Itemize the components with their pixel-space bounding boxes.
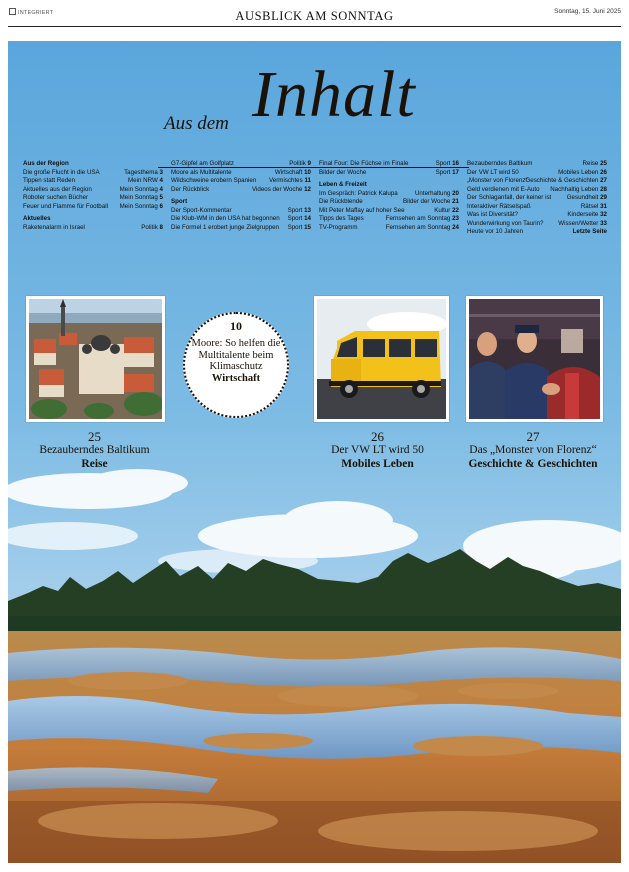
toc-entry-ref xyxy=(436,169,459,178)
toc-entry[interactable] xyxy=(171,215,311,224)
toc-entry-ref xyxy=(550,186,607,195)
toc-entry-page: 6 xyxy=(159,202,163,210)
toc-entry[interactable] xyxy=(171,177,311,186)
toc-entry-page: 4 xyxy=(159,177,163,184)
baltikum-caption xyxy=(28,430,161,471)
toc-column-3 xyxy=(319,160,459,232)
toc-entry-title: TV-Programm xyxy=(319,223,358,231)
toc-entry-section: Kultur xyxy=(434,206,451,214)
toc-entry-section: Mein Sonntag xyxy=(119,202,158,210)
toc-entry-ref xyxy=(386,215,459,224)
toc-entry-section: Sport xyxy=(287,206,303,214)
toc-entry-ref xyxy=(120,203,163,212)
section-title: AUSBLICK AM SONNTAG xyxy=(235,9,394,23)
moore-teaser-badge[interactable] xyxy=(183,312,289,418)
toc-entry-section: Tagesthema xyxy=(124,168,158,176)
toc-entry-ref xyxy=(141,224,163,233)
issue-date: Sonntag, 15. Juni 2025 xyxy=(554,8,621,15)
toc-entry-ref xyxy=(252,186,311,195)
toc-entry[interactable] xyxy=(319,190,459,199)
toc-entry[interactable] xyxy=(23,194,163,203)
toc-entry[interactable] xyxy=(467,186,607,195)
toc-entry-ref xyxy=(275,169,311,178)
toc-entry-title: Was ist Diversität? xyxy=(467,211,518,218)
moore-headline: Moore: So helfen die Multitalente beim Klimaschutz xyxy=(191,338,281,372)
toc-column-4 xyxy=(467,160,607,237)
toc-entry-page: 21 xyxy=(452,198,459,205)
toc-entry-title: Die Rückblende xyxy=(319,198,363,205)
toc-entry-section: Sport xyxy=(435,168,451,176)
toc-entry[interactable] xyxy=(171,207,311,216)
toc-entry[interactable] xyxy=(319,207,459,216)
toc-entry-page: 24 xyxy=(452,223,459,231)
toc-entry-title: Die große Flucht in die USA xyxy=(23,168,100,176)
toc-entry-section: Fernsehen am Sonntag xyxy=(385,215,451,222)
toc-entry-ref xyxy=(288,224,311,233)
toc-entry-section: Sport xyxy=(435,160,451,167)
toc-entry-section: Geschichte & Geschichten xyxy=(525,177,599,184)
toc-entry-ref xyxy=(128,177,163,186)
toc-section-heading: Sport xyxy=(171,198,188,205)
toc-entry-ref xyxy=(403,198,459,207)
toc-entry-page: 15 xyxy=(304,223,311,231)
header-left-label: INTEGRIERT xyxy=(18,10,54,16)
toc-entry-title: Bezauberndes Baltikum xyxy=(467,160,533,167)
toc-entry-page: 16 xyxy=(452,160,459,167)
monster-florenz-caption xyxy=(458,430,608,471)
toc-entry-title: Raketenalarm in Israel xyxy=(23,223,85,231)
moore-category: Wirtschaft xyxy=(211,372,261,384)
toc-entry-title: Tippen statt Reden xyxy=(23,177,76,184)
vw-lt-photo[interactable] xyxy=(314,296,449,422)
toc-entry-page: 10 xyxy=(304,168,311,176)
toc-entry-page: 11 xyxy=(304,177,311,184)
toc-entry-title: Der Rückblick xyxy=(171,185,210,193)
toc-entry[interactable] xyxy=(467,177,607,186)
vw-lt-category: Mobiles Leben xyxy=(341,458,414,470)
toc-entry-page: 28 xyxy=(600,185,607,193)
toc-entry-section: Fernsehen am Sonntag xyxy=(385,223,451,231)
toc-entry-section: Kinderseite xyxy=(567,211,599,218)
toc-entry-page: 5 xyxy=(159,194,163,201)
monster-florenz-page: 27 xyxy=(526,429,540,444)
toc-entry-title: Geld verdienen mit E-Auto xyxy=(467,185,540,193)
baltikum-page: 25 xyxy=(88,429,101,444)
toc-entry-section: Mobiles Leben xyxy=(558,168,599,176)
toc-entry[interactable] xyxy=(319,198,459,207)
toc-entry[interactable] xyxy=(467,211,607,220)
toc-entry-section: Wissen/Wetter xyxy=(558,219,599,227)
monster-florenz-photo[interactable] xyxy=(466,296,603,422)
toc-entry-title: „Monster von Florenz“ xyxy=(467,177,528,184)
toc-entry-title: Mit Peter Maffay auf hoher See xyxy=(319,206,405,214)
vw-lt-caption xyxy=(310,430,445,471)
toc-entry-ref xyxy=(288,215,311,224)
monster-florenz-headline: Das „Monster von Florenz“ xyxy=(469,444,597,456)
toc-entry-title: Feuer und Flamme für Football xyxy=(23,202,108,210)
page-header xyxy=(0,0,629,30)
toc-entry-page: 25 xyxy=(600,160,607,167)
toc-entry-ref xyxy=(525,177,607,186)
toc-entry-title: Bilder der Woche xyxy=(319,168,367,176)
toc-entry-section: Gesundheit xyxy=(566,194,599,201)
toc-entry-ref xyxy=(567,194,607,203)
toc-entry-ref xyxy=(289,160,311,169)
toc-entry[interactable] xyxy=(23,186,163,195)
toc-entry-ref xyxy=(583,160,607,169)
toc-entry-title: Der VW LT wird 50 xyxy=(467,168,519,176)
toc-entry[interactable] xyxy=(23,224,163,233)
toc-entry-title: Tipps des Tages xyxy=(319,215,364,222)
toc-entry[interactable] xyxy=(467,220,607,229)
toc-entry-section: Mein Sonntag xyxy=(119,185,158,193)
toc-entry-ref xyxy=(573,228,607,237)
moore-page: 10 xyxy=(230,319,242,333)
toc-entry-ref xyxy=(558,220,607,229)
toc-entry-section: Nachhaltig Leben xyxy=(550,185,599,193)
toc-entry[interactable] xyxy=(319,224,459,233)
toc-entry-title: Der Schlaganfall, der keiner ist xyxy=(467,194,552,201)
toc-entry-section: Wirtschaft xyxy=(274,168,303,176)
toc-section-heading: Leben & Freizeit xyxy=(319,181,367,188)
toc-entry-ref xyxy=(415,190,459,199)
toc-entry-ref xyxy=(288,207,311,216)
toc-entry-title: Aktuelles aus der Region xyxy=(23,185,92,193)
toc-entry[interactable] xyxy=(319,169,459,178)
toc-entry-ref xyxy=(434,207,459,216)
toc-entry-page: 27 xyxy=(600,177,607,184)
toc-entry-title: G7-Gipfel am Golfplatz xyxy=(171,160,234,167)
toc-entry[interactable] xyxy=(171,186,311,195)
toc-entry-title: Wunderwirkung von Taurin? xyxy=(467,219,544,227)
header-rule xyxy=(8,26,621,27)
cover-scene xyxy=(8,41,621,863)
toc-entry-ref xyxy=(269,177,311,186)
toc-entry-section: Politik xyxy=(289,160,306,167)
baltikum-photo[interactable] xyxy=(26,296,165,422)
toc-entry-page: 12 xyxy=(304,185,311,193)
toc-entry-page: 20 xyxy=(452,189,459,197)
baltikum-category: Reise xyxy=(81,458,108,470)
toc-entry[interactable] xyxy=(319,160,459,169)
toc-entry-section: Politik xyxy=(141,223,158,231)
toc-entry-title: Der Sport-Kommentar xyxy=(171,206,232,214)
toc-entry[interactable] xyxy=(319,215,459,224)
toc-entry-title: Die Klub-WM in den USA hat begonnen xyxy=(171,215,280,222)
toc-entry-ref xyxy=(120,194,163,203)
toc-entry[interactable] xyxy=(171,169,311,178)
toc-entry-page: 22 xyxy=(452,206,459,214)
toc-section-heading: Aus der Region xyxy=(23,160,69,167)
toc-entry[interactable] xyxy=(23,203,163,212)
toc-entry[interactable] xyxy=(171,160,311,169)
toc-entry-section: Bilder der Woche xyxy=(403,198,451,205)
toc-entry-section: Mein Sonntag xyxy=(119,194,158,201)
toc-entry[interactable] xyxy=(171,224,311,233)
toc-column-2 xyxy=(171,160,311,232)
toc-entry-ref xyxy=(581,203,607,212)
toc-entry-title: Die Formel 1 erobert junge Zielgruppen xyxy=(171,223,279,231)
toc-entry-section: Sport xyxy=(287,215,303,222)
toc-entry-section: Sport xyxy=(287,223,303,231)
toc-entry-ref xyxy=(567,211,607,220)
toc-entry-section: Mein NRW xyxy=(128,177,158,184)
toc-entry-title: Wildschweine erobern Spanien xyxy=(171,177,257,184)
toc-entry-section: Letzte Seite xyxy=(572,228,607,235)
toc-entry-title: Heute vor 10 Jahren xyxy=(467,228,524,235)
title-kicker: Aus dem xyxy=(164,113,229,134)
toc-entry-ref xyxy=(124,169,163,178)
vw-lt-page: 26 xyxy=(371,429,384,444)
toc-entry-page: 13 xyxy=(304,206,311,214)
toc-entry-page: 4 xyxy=(159,185,163,193)
toc-entry-page: 33 xyxy=(600,219,607,227)
toc-column-1 xyxy=(23,160,163,232)
toc-entry-section: Unterhaltung xyxy=(414,189,451,197)
toc-entry-page: 3 xyxy=(159,168,163,176)
toc-entry[interactable] xyxy=(467,228,607,237)
toc-entry-section: Rätsel xyxy=(580,202,599,210)
toc-entry-title: Im Gespräch: Patrick Kalupa xyxy=(319,189,398,197)
toc-entry-ref xyxy=(386,224,459,233)
toc-section-heading: Aktuelles xyxy=(23,215,51,222)
toc-entry-title: Interaktiver Rätselspaß xyxy=(467,202,531,210)
toc-entry[interactable] xyxy=(467,203,607,212)
toc-entry-page: 17 xyxy=(452,168,459,176)
toc-entry-page: 8 xyxy=(159,223,163,231)
toc-entry-page: 23 xyxy=(452,215,459,222)
toc-entry-ref xyxy=(120,186,163,195)
toc-entry-section: Videos der Woche xyxy=(252,185,303,193)
toc-entry-page: 14 xyxy=(304,215,311,222)
toc-entry-page: 9 xyxy=(307,160,311,167)
toc-entry-title: Roboter suchen Bücher xyxy=(23,194,89,201)
contents-title xyxy=(158,58,478,153)
toc-entry-title: Moore als Multitalente xyxy=(171,168,232,176)
toc-entry-ref xyxy=(558,169,607,178)
toc-entry[interactable] xyxy=(23,177,163,186)
toc-entry[interactable] xyxy=(467,194,607,203)
toc-entry[interactable] xyxy=(23,169,163,178)
toc-entry-section: Vermischtes xyxy=(269,177,303,184)
baltikum-headline: Bezauberndes Baltikum xyxy=(39,444,150,456)
toc-entry-page: 31 xyxy=(600,202,607,210)
toc-entry[interactable] xyxy=(467,169,607,178)
toc-entry-ref xyxy=(436,160,459,169)
toc-entry-page: 26 xyxy=(600,168,607,176)
toc-entry[interactable] xyxy=(467,160,607,169)
vw-lt-headline: Der VW LT wird 50 xyxy=(331,444,424,456)
toc-entry-title: Final Four: Die Füchse im Finale xyxy=(319,160,409,167)
toc-entry-section: Reise xyxy=(582,160,599,167)
toc-entry-page: 32 xyxy=(600,211,607,218)
title-main: Inhalt xyxy=(252,58,416,131)
toc-entry-page: 29 xyxy=(600,194,607,201)
monster-florenz-category: Geschichte & Geschichten xyxy=(468,458,598,470)
